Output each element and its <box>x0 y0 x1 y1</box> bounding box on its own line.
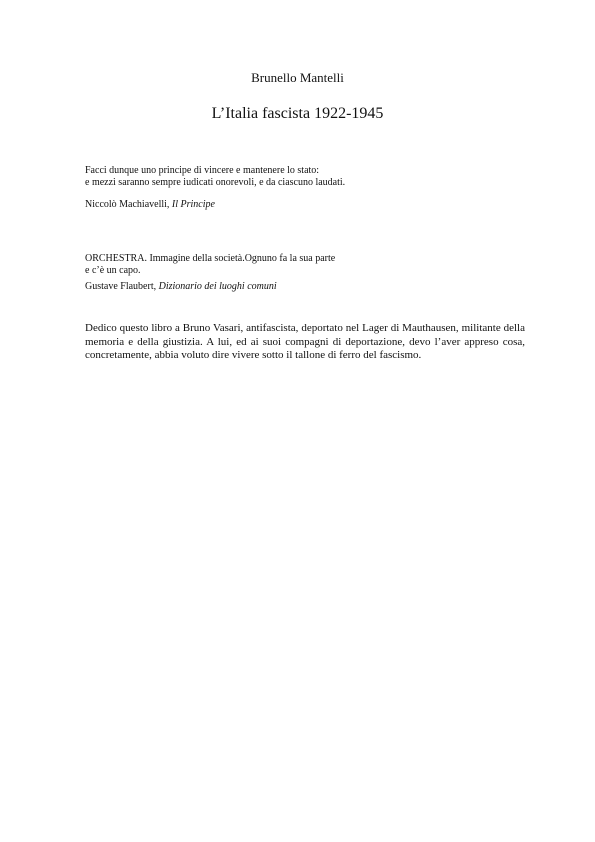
epigraph-line: ORCHESTRA. Immagine della società.Ognuno fa la sua parte <box>85 253 336 264</box>
epigraph-flaubert <box>85 253 525 277</box>
attribution-flaubert <box>85 281 525 293</box>
book-title: L’Italia fascista 1922-1945 <box>211 105 384 122</box>
author-name: Brunello Mantelli <box>251 70 344 85</box>
epigraph-line: e c’è un capo. <box>85 265 141 276</box>
attribution-author: Gustave Flaubert, <box>85 281 159 292</box>
attribution-work: Dizionario dei luoghi comuni <box>158 281 277 292</box>
epigraph-line: e mezzi saranno sempre iudicati onorevoli, e da ciascuno laudati. <box>85 177 346 188</box>
attribution-work: Il Principe <box>171 199 215 210</box>
epigraph-machiavelli <box>85 165 525 189</box>
attribution-author: Niccolò Machiavelli, <box>85 199 172 210</box>
epigraph-line: Facci dunque uno principe di vincere e mantenere lo stato: <box>85 165 320 176</box>
attribution-machiavelli <box>85 199 525 211</box>
dedication-paragraph: Dedico questo libro a Bruno Vasari, antifascista, deportato nel Lager di Mauthausen, militante della memoria e della giustizia. A lui, ed ai suoi compagni di deportazione, devo l’aver appreso cosa, concretamente, abbia voluto dire vivere sotto il tallone di ferro del fascismo. <box>85 322 525 361</box>
